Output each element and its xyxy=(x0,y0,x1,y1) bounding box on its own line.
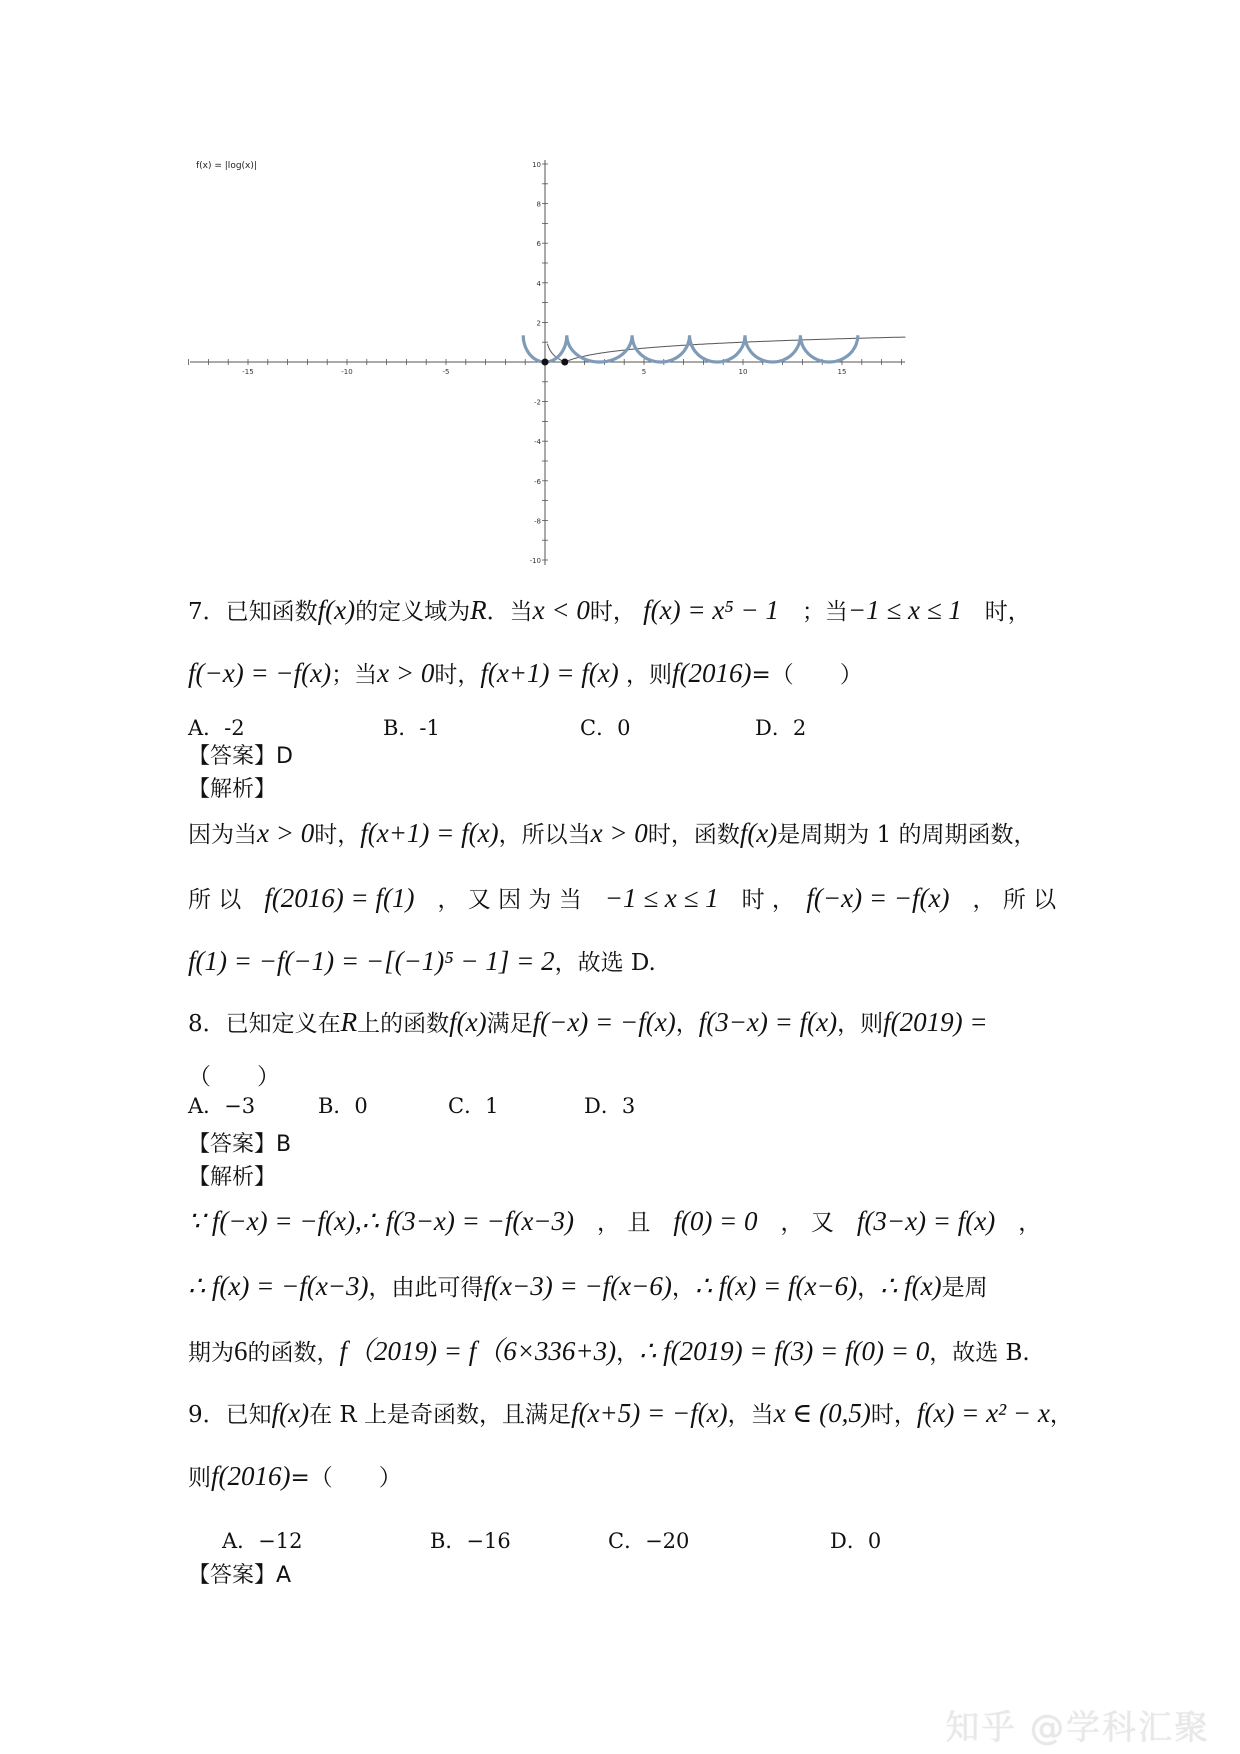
q8-analysis-label: 【解析】 xyxy=(188,1165,277,1190)
y-tick-label: 2 xyxy=(536,319,541,328)
q9-option-d: D．0 xyxy=(830,1529,882,1553)
q8-line2: （ ） xyxy=(188,1064,280,1090)
y-tick-label: -2 xyxy=(534,398,541,407)
q7-option-b: B．-1 xyxy=(383,716,440,740)
q9-option-b: B．−16 xyxy=(430,1529,511,1553)
q8-line1: 8．已知定义在R上的函数f(x)满足f(−x) = −f(x)，f(3−x) = f(x)，则f(2019) = xyxy=(188,1007,988,1037)
y-tick-label: -6 xyxy=(534,477,541,486)
q7-answer: 【答案】D xyxy=(188,744,293,769)
y-tick-label: -8 xyxy=(534,517,541,526)
origin-point xyxy=(542,359,549,366)
q7-option-d: D．2 xyxy=(755,716,807,740)
q9-answer: 【答案】A xyxy=(188,1563,292,1588)
q9-option-c: C．−20 xyxy=(608,1529,690,1553)
q7-line1: 7．已知函数f(x)的定义域为R．当x < 0时， f(x) = x⁵ − 1 ；当−1 ≤ x ≤ 1 时， xyxy=(188,595,1031,625)
q7-solution-line1: 因为当x > 0时，f(x+1) = f(x)，所以当x > 0时，函数f(x)是周期为 1 的周期函数， xyxy=(188,818,1037,848)
q9-line1: 9．已知f(x)在 R 上是奇函数，且满足f(x+5) = −f(x)，当x ∈ (0,5)时，f(x) = x² − x， xyxy=(188,1398,1073,1428)
q8-answer: 【答案】B xyxy=(188,1132,292,1157)
watermark: 知乎 @学科汇聚 xyxy=(945,1708,1210,1748)
x-tick-labels xyxy=(242,368,846,376)
y-tick-label: -10 xyxy=(529,557,541,565)
q7-solution-line2: 所 以 f(2016) = f(1) ， 又 因 为 当 −1 ≤ x ≤ 1 时 ， f(−x) = −f(x) ， 所 以 xyxy=(188,883,1057,913)
x-tick-label: 15 xyxy=(837,368,847,376)
y-tick-label: 8 xyxy=(536,200,541,209)
q7-line2: f(−x) = −f(x)；当x > 0时，f(x+1) = f(x) ，则f(2016)=（ ） xyxy=(188,658,863,688)
graph-function-label: f(x) = |log(x)| xyxy=(196,161,257,171)
q8-option-b: B．0 xyxy=(318,1094,368,1118)
y-tick-label: 6 xyxy=(536,240,541,249)
q7-option-c: C．0 xyxy=(580,716,631,740)
y-tick-label: -4 xyxy=(534,438,541,447)
function-graph xyxy=(0,0,1240,600)
q7-option-a: A．-2 xyxy=(188,716,245,740)
x-tick-label: 10 xyxy=(738,368,748,376)
point-one xyxy=(561,359,568,366)
q9-line2: 则f(2016)=（ ） xyxy=(188,1461,402,1491)
q8-solution-line2: ∴ f(x) = −f(x−3)，由此可得f(x−3) = −f(x−6)，∴ f(x) = f(x−6)，∴ f(x)是周 xyxy=(188,1271,988,1301)
q7-analysis-label: 【解析】 xyxy=(188,777,277,802)
y-tick-labels xyxy=(530,161,542,565)
q8-solution-line3: 期为6的函数，f（2019) = f（6×336+3)，∴ f(2019) = f(3) = f(0) = 0，故选 B. xyxy=(188,1336,1030,1366)
x-tick-label: -5 xyxy=(442,368,450,376)
q8-option-c: C．1 xyxy=(448,1094,499,1118)
y-tick-label: 10 xyxy=(532,161,541,169)
q7-solution-line3: f(1) = −f(−1) = −[(−1)⁵ − 1] = 2，故选 D. xyxy=(188,946,656,976)
q9-option-a: A．−12 xyxy=(222,1529,303,1553)
y-tick-label: 4 xyxy=(536,279,541,288)
x-tick-label: -15 xyxy=(242,368,254,376)
q8-solution-line1: ∵ f(−x) = −f(x),∴ f(3−x) = −f(x−3) ， 且 f(0) = 0 ， 又 f(3−x) = f(x) ， xyxy=(188,1206,1042,1236)
x-tick-label: 5 xyxy=(641,368,647,376)
q8-option-d: D．3 xyxy=(584,1094,636,1118)
x-tick-label: -10 xyxy=(341,368,353,376)
q8-option-a: A．−3 xyxy=(188,1094,256,1118)
